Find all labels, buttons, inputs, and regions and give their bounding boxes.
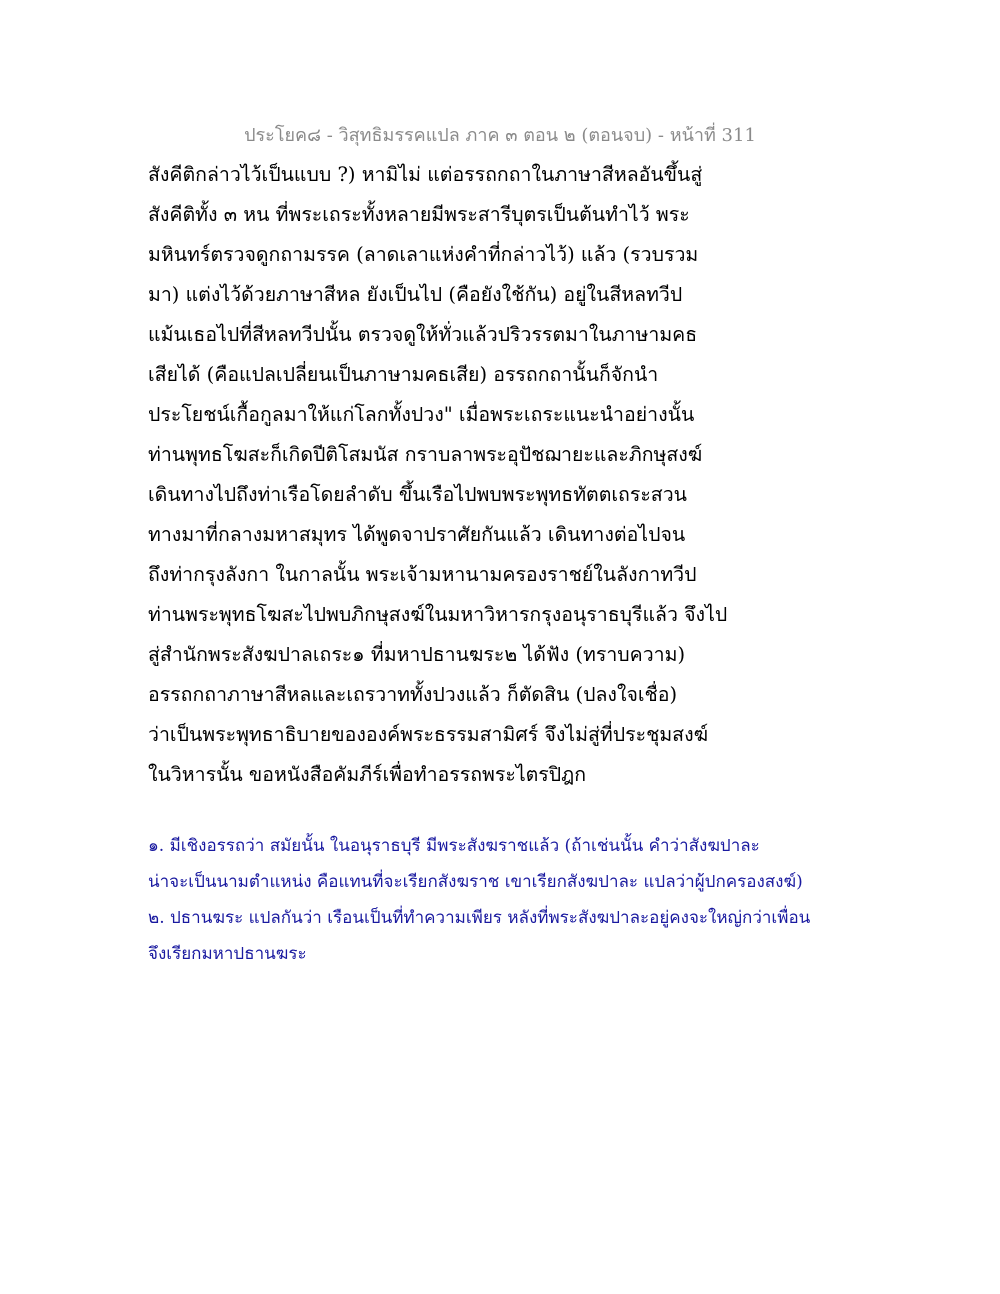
body-line: ทางมาที่กลางมหาสมุทร ได้พูดจาปราศัยกันแล้ว เดินทางต่อไปจน bbox=[148, 523, 686, 546]
body-line: เดินทางไปถึงท่าเรือโดยลำดับ ขึ้นเรือไปพบพระพุทธทัตตเถระสวน bbox=[148, 483, 687, 506]
footnote-line: ๒. ปธานฆระ แปลกันว่า เรือนเป็นที่ทำความเพียร หลังที่พระสังฆปาละอยู่คงจะใหญ่กว่าเพื่อน bbox=[148, 908, 811, 928]
body-line: มหินทร์ตรวจดูกถามรรค (ลาดเลาแห่งคำที่กล่าวไว้) แล้ว (รวบรวม bbox=[148, 243, 699, 266]
body-line: ท่านพุทธโฆสะก็เกิดปีติโสมนัส กราบลาพระอุปัชฌายะและภิกษุสงฆ์ bbox=[148, 443, 703, 466]
body-line: เสียได้ (คือแปลเปลี่ยนเป็นภาษามคธเสีย) อรรถกถานั้นก็จักนำ bbox=[148, 363, 659, 386]
footnote-line: น่าจะเป็นนามตำแหน่ง คือแทนที่จะเรียกสังฆราช เขาเรียกสังฆปาละ แปลว่าผู้ปกครองสงฆ์) bbox=[148, 872, 803, 892]
body-line: ในวิหารนั้น ขอหนังสือคัมภีร์เพื่อทำอรรถพระไตรปิฎก bbox=[148, 763, 587, 786]
footnote-line: จึงเรียกมหาปธานฆระ bbox=[148, 944, 307, 964]
body-line: สังคีติทั้ง ๓ หน ที่พระเถระทั้งหลายมีพระสารีบุตรเป็นต้นทำไว้ พระ bbox=[148, 203, 690, 226]
body-text bbox=[148, 158, 868, 798]
body-line: ท่านพระพุทธโฆสะไปพบภิกษุสงฆ์ในมหาวิหารกรุงอนุราธบุรีแล้ว จึงไป bbox=[148, 603, 728, 626]
body-line: สังคีติกล่าวไว้เป็นแบบ ?) หามิไม่ แต่อรรถกถาในภาษาสีหลอันขึ้นสู่ bbox=[148, 163, 703, 186]
body-line: อรรถกถาภาษาสีหลและเถรวาททั้งปวงแล้ว ก็ตัดสิน (ปลงใจเชื่อ) bbox=[148, 683, 678, 706]
body-line: แม้นเธอไปที่สีหลทวีปนั้น ตรวจดูให้ทั่วแล้วปริวรรตมาในภาษามคธ bbox=[148, 323, 698, 346]
body-line: มา) แต่งไว้ด้วยภาษาสีหล ยังเป็นไป (คือยังใช้กัน) อยู่ในสีหลทวีป bbox=[148, 283, 683, 306]
body-line: ประโยชน์เกื้อกูลมาให้แก่โลกทั้งปวง" เมื่อพระเถระแนะนำอย่างนั้น bbox=[148, 403, 695, 426]
body-line: ว่าเป็นพระพุทธาธิบายขององค์พระธรรมสามิศร์ จึงไม่สู่ที่ประชุมสงฆ์ bbox=[148, 723, 709, 746]
footnote-line: ๑. มีเชิงอรรถว่า สมัยนั้น ในอนุราธบุรี มีพระสังฆราชแล้ว (ถ้าเช่นนั้น คำว่าสังฆปาละ bbox=[148, 836, 760, 856]
body-line: ถึงท่ากรุงลังกา ในกาลนั้น พระเจ้ามหานามครองราชย์ในลังกาทวีป bbox=[148, 563, 697, 586]
page-header: ประโยค๘ - วิสุทธิมรรคแปล ภาค ๓ ตอน ๒ (ตอนจบ) - หน้าที่ 311 bbox=[244, 125, 756, 146]
footnotes bbox=[148, 830, 868, 974]
body-line: สู่สำนักพระสังฆปาลเถระ๑ ที่มหาปธานฆระ๒ ได้ฟัง (ทราบความ) bbox=[148, 643, 686, 666]
